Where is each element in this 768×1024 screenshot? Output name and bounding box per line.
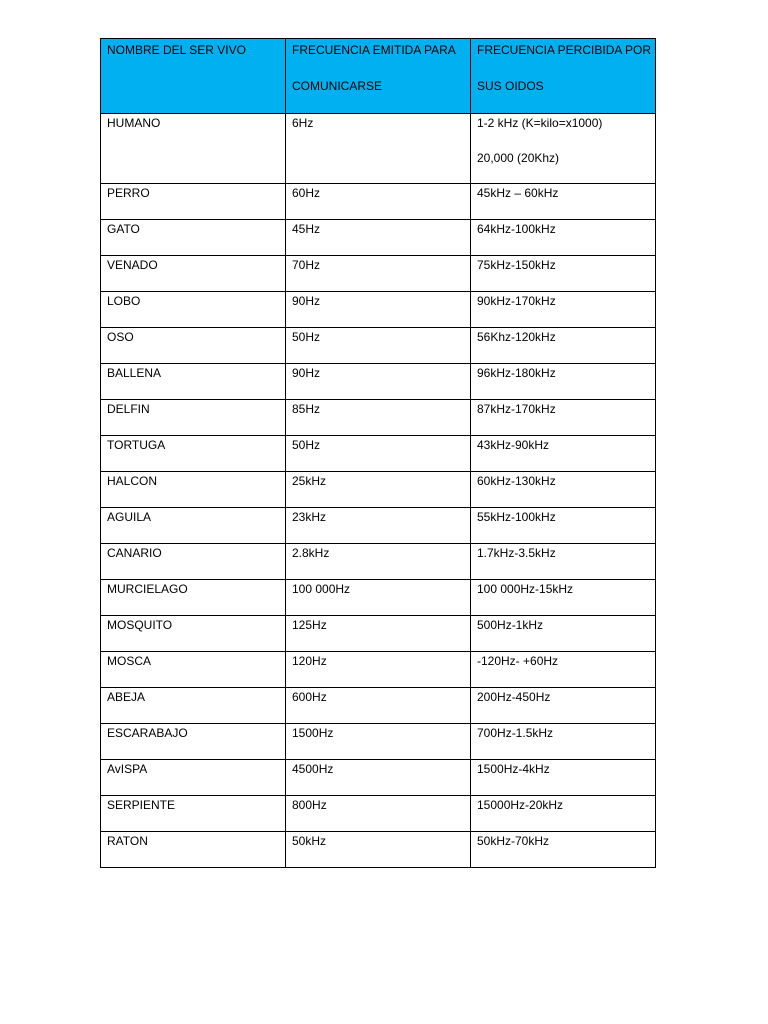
cell-perceived-line: 20,000 (20Khz) — [477, 151, 560, 165]
table-row — [101, 796, 656, 832]
cell-name: CANARIO — [101, 544, 286, 580]
cell-perceived-line: 87kHz-170kHz — [477, 402, 556, 416]
cell-name: ESCARABAJO — [101, 724, 286, 760]
cell-perceived — [471, 616, 656, 652]
header-perceived-line-2: SUS OIDOS — [477, 79, 544, 93]
cell-name: OSO — [101, 328, 286, 364]
cell-emitted: 6Hz — [286, 114, 471, 184]
cell-perceived-line: 75kHz-150kHz — [477, 258, 556, 272]
cell-perceived — [471, 184, 656, 220]
cell-name: VENADO — [101, 256, 286, 292]
cell-emitted: 60Hz — [286, 184, 471, 220]
cell-perceived — [471, 688, 656, 724]
cell-emitted: 85Hz — [286, 400, 471, 436]
table-row — [101, 652, 656, 688]
table-row — [101, 472, 656, 508]
cell-perceived — [471, 832, 656, 868]
cell-name: GATO — [101, 220, 286, 256]
cell-emitted: 2.8kHz — [286, 544, 471, 580]
cell-perceived — [471, 796, 656, 832]
cell-emitted: 45Hz — [286, 220, 471, 256]
cell-perceived — [471, 652, 656, 688]
cell-name: LOBO — [101, 292, 286, 328]
header-name — [101, 39, 286, 114]
cell-perceived-line: 50kHz-70kHz — [477, 834, 550, 848]
cell-emitted: 50kHz — [286, 832, 471, 868]
cell-perceived — [471, 400, 656, 436]
cell-emitted: 800Hz — [286, 796, 471, 832]
cell-emitted: 23kHz — [286, 508, 471, 544]
table-row — [101, 184, 656, 220]
cell-perceived-line: 90kHz-170kHz — [477, 294, 556, 308]
header-emitted — [286, 39, 471, 114]
header-name-line: NOMBRE DEL SER VIVO — [107, 43, 246, 57]
cell-name: SERPIENTE — [101, 796, 286, 832]
header-perceived — [471, 39, 656, 114]
cell-perceived — [471, 256, 656, 292]
table-header — [101, 39, 656, 114]
table-row — [101, 292, 656, 328]
table-row — [101, 724, 656, 760]
cell-perceived — [471, 724, 656, 760]
cell-name: TORTUGA — [101, 436, 286, 472]
cell-perceived-line: 45kHz – 60kHz — [477, 186, 559, 200]
cell-emitted: 125Hz — [286, 616, 471, 652]
cell-name: MURCIELAGO — [101, 580, 286, 616]
table-row — [101, 508, 656, 544]
cell-perceived-line: 1-2 kHz (K=kilo=x1000) — [477, 116, 603, 130]
header-perceived-line-1: FRECUENCIA PERCIBIDA POR — [477, 43, 652, 57]
cell-perceived-line: 1500Hz-4kHz — [477, 762, 550, 776]
cell-name: MOSCA — [101, 652, 286, 688]
table-row — [101, 760, 656, 796]
frequency-table — [100, 38, 656, 868]
cell-perceived-line: 500Hz-1kHz — [477, 618, 544, 632]
cell-name: HUMANO — [101, 114, 286, 184]
table-row — [101, 400, 656, 436]
table-row — [101, 688, 656, 724]
cell-perceived — [471, 580, 656, 616]
cell-perceived-line: 100 000Hz-15kHz — [477, 582, 574, 596]
cell-perceived — [471, 292, 656, 328]
cell-perceived-line: 64kHz-100kHz — [477, 222, 556, 236]
table-body — [101, 114, 656, 868]
cell-perceived — [471, 472, 656, 508]
cell-name: MOSQUITO — [101, 616, 286, 652]
cell-perceived-line: 56Khz-120kHz — [477, 330, 556, 344]
cell-emitted: 600Hz — [286, 688, 471, 724]
table-row — [101, 436, 656, 472]
cell-emitted: 1500Hz — [286, 724, 471, 760]
table-row — [101, 580, 656, 616]
cell-emitted: 100 000Hz — [286, 580, 471, 616]
cell-emitted: 120Hz — [286, 652, 471, 688]
table-row — [101, 220, 656, 256]
cell-emitted: 50Hz — [286, 328, 471, 364]
cell-emitted: 4500Hz — [286, 760, 471, 796]
cell-name: HALCON — [101, 472, 286, 508]
cell-perceived — [471, 436, 656, 472]
table-row — [101, 832, 656, 868]
cell-perceived-line: 60kHz-130kHz — [477, 474, 556, 488]
table-row — [101, 616, 656, 652]
cell-perceived — [471, 220, 656, 256]
cell-emitted: 70Hz — [286, 256, 471, 292]
cell-perceived-line: 700Hz-1.5kHz — [477, 726, 554, 740]
cell-perceived — [471, 544, 656, 580]
cell-perceived-line: 15000Hz-20kHz — [477, 798, 564, 812]
cell-perceived-line: 200Hz-450Hz — [477, 690, 551, 704]
cell-perceived — [471, 508, 656, 544]
header-emitted-line-2: COMUNICARSE — [292, 79, 383, 93]
cell-perceived-line: -120Hz- +60Hz — [477, 654, 559, 668]
table-row — [101, 364, 656, 400]
cell-name: RATON — [101, 832, 286, 868]
cell-name: BALLENA — [101, 364, 286, 400]
table-row — [101, 114, 656, 184]
table-row — [101, 544, 656, 580]
cell-emitted: 50Hz — [286, 436, 471, 472]
cell-perceived — [471, 364, 656, 400]
cell-emitted: 25kHz — [286, 472, 471, 508]
header-emitted-line-1: FRECUENCIA EMITIDA PARA — [292, 43, 456, 57]
cell-perceived — [471, 328, 656, 364]
cell-name: DELFIN — [101, 400, 286, 436]
table-row — [101, 328, 656, 364]
cell-perceived — [471, 114, 656, 184]
cell-name: AvISPA — [101, 760, 286, 796]
cell-perceived-line: 96kHz-180kHz — [477, 366, 556, 380]
cell-perceived-line: 55kHz-100kHz — [477, 510, 556, 524]
cell-perceived-line: 1.7kHz-3.5kHz — [477, 546, 556, 560]
header-row — [101, 39, 656, 114]
cell-name: AGUILA — [101, 508, 286, 544]
cell-name: PERRO — [101, 184, 286, 220]
table-row — [101, 256, 656, 292]
cell-perceived-line: 43kHz-90kHz — [477, 438, 550, 452]
cell-emitted: 90Hz — [286, 292, 471, 328]
cell-emitted: 90Hz — [286, 364, 471, 400]
cell-name: ABEJA — [101, 688, 286, 724]
cell-perceived — [471, 760, 656, 796]
